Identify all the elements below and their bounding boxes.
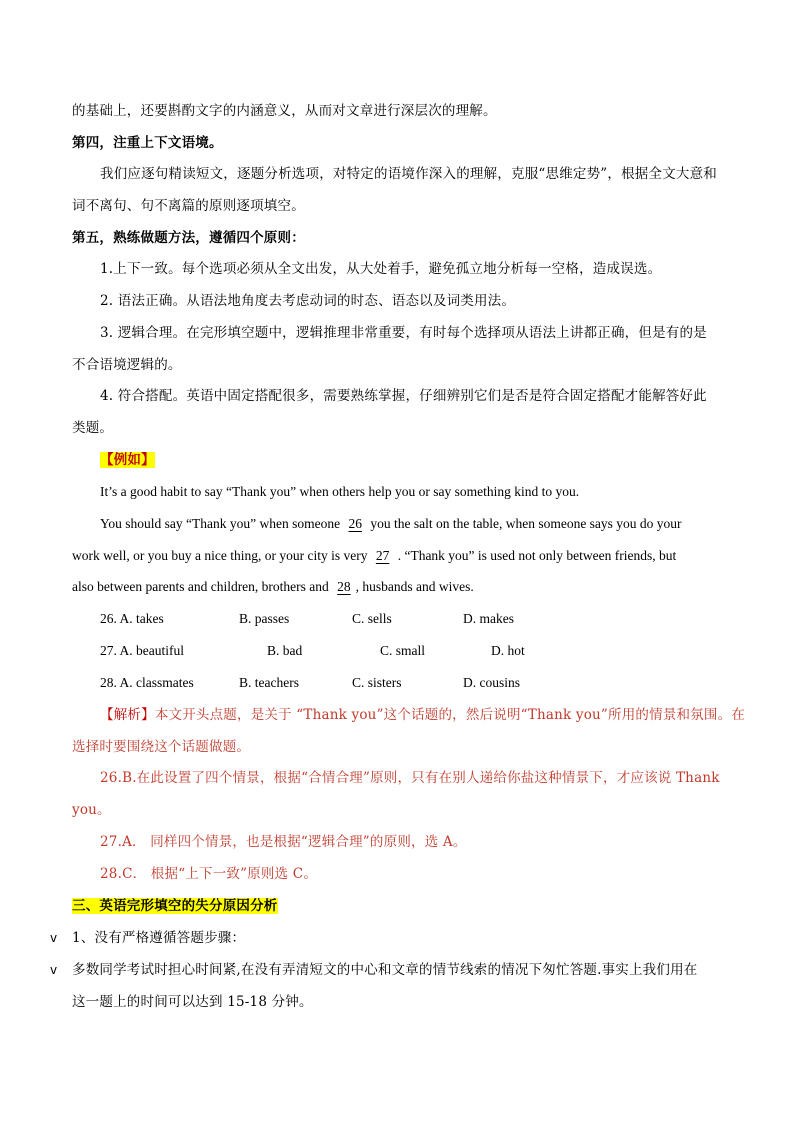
question-28-option-a: 28. A. classmates [100, 675, 194, 690]
answer-26-line-2: you。 [72, 802, 111, 818]
blank-27: 27 [375, 548, 390, 563]
question-28-option-c: C. sisters [352, 675, 402, 690]
section-heading-4: 第四，注重上下文语境。 [72, 135, 223, 151]
question-28-option-b: B. teachers [239, 675, 299, 690]
blank-26: 26 [348, 516, 362, 531]
rule-1: 1.上下一致。每个选项必须从全文出发，从大处着手，避免孤立地分析每一空格，造成误选。 [100, 261, 662, 277]
question-26-option-a: 26. A. takes [100, 611, 164, 626]
section-3-item-1: 1、没有严格遵循答题步骤： [72, 930, 246, 946]
question-27-option-d: D. hot [491, 643, 525, 658]
passage-line-1: It’s a good habit to say “Thank you” when others help you or say something kind to you. [100, 484, 580, 499]
analysis-line-2: 选择时要围绕这个话题做题。 [72, 739, 251, 755]
question-26-option-c: C. sells [352, 611, 392, 626]
bullet-marker: v [50, 931, 58, 945]
rule-3-line-1: 3. 逻辑合理。在完形填空题中，逻辑推理非常重要，有时每个选择项从语法上讲都正确，但是有的是 [100, 325, 707, 341]
answer-26-line-1: 26.B.在此设置了四个情景，根据“合情合理”原则，只有在别人递给你盐这种情景下，才应该说 Thank [100, 770, 720, 786]
question-27-option-c: C. small [380, 643, 426, 658]
example-tag-label: 【例如】 [100, 452, 155, 468]
answer-27: 27.A． 同样四个情景，也是根据“逻辑合理”的原则，选 A。 [100, 834, 467, 850]
passage-line-3: work well, or you buy a nice thing, or your city is very 27 . “Thank you” is used not only between friends, but [72, 546, 722, 566]
rule-4-line-1: 4. 符合搭配。英语中固定搭配很多，需要熟练掌握，仔细辨别它们是否是符合固定搭配才能解答好此 [100, 388, 707, 404]
section-3-item-2-line-2: 这一题上的时间可以达到 15-18 分钟。 [72, 994, 313, 1010]
section-3-item-2-line-1: 多数同学考试时担心时间紧,在没有弄清短文的中心和文章的情节线索的情况下匆忙答题.事实上我们用在 [72, 962, 698, 978]
answer-28: 28.C． 根据“上下一致”原则选 C。 [100, 866, 318, 882]
question-26-option-b: B. passes [239, 611, 290, 626]
rule-2: 2. 语法正确。从语法地角度去考虑动词的时态、语态以及词类用法。 [100, 293, 516, 309]
question-28-option-d: D. cousins [463, 675, 520, 690]
question-27-option-b: B. bad [267, 643, 303, 658]
paragraph-4-line-2: 词不离句、句不离篇的原则逐项填空。 [72, 198, 305, 214]
paragraph-continuation: 的基础上，还要斟酌文字的内涵意义，从而对文章进行深层次的理解。 [72, 103, 497, 119]
section-heading-5: 第五，熟练做题方法，遵循四个原则： [72, 230, 305, 246]
passage-line-4: also between parents and children, brothers and 28 , husbands and wives. [72, 577, 722, 597]
question-27-option-a: 27. A. beautiful [100, 643, 184, 658]
example-tag [100, 450, 155, 470]
blank-28: 28 [337, 579, 351, 594]
paragraph-4-line-1: 我们应逐句精读短文，逐题分析选项，对特定的语境作深入的理解，克服“思维定势”，根据全文大意和 [100, 166, 718, 182]
passage-line-2: You should say “Thank you” when someone 26 you the salt on the table, when someone says you do your [100, 514, 722, 534]
analysis-tag: 【解析】 [100, 707, 155, 723]
bullet-marker: v [50, 963, 58, 977]
analysis-line-1: 【解析】本文开头点题，是关于 “Thank you”这个话题的，然后说明“Thank you”所用的情景和氛围。在 [100, 707, 746, 723]
rule-4-line-2: 类题。 [72, 420, 114, 436]
question-26-option-d: D. makes [463, 611, 514, 626]
section-3-heading: 三、英语完形填空的失分原因分析 [72, 898, 278, 914]
rule-3-line-2: 不合语境逻辑的。 [72, 357, 182, 373]
